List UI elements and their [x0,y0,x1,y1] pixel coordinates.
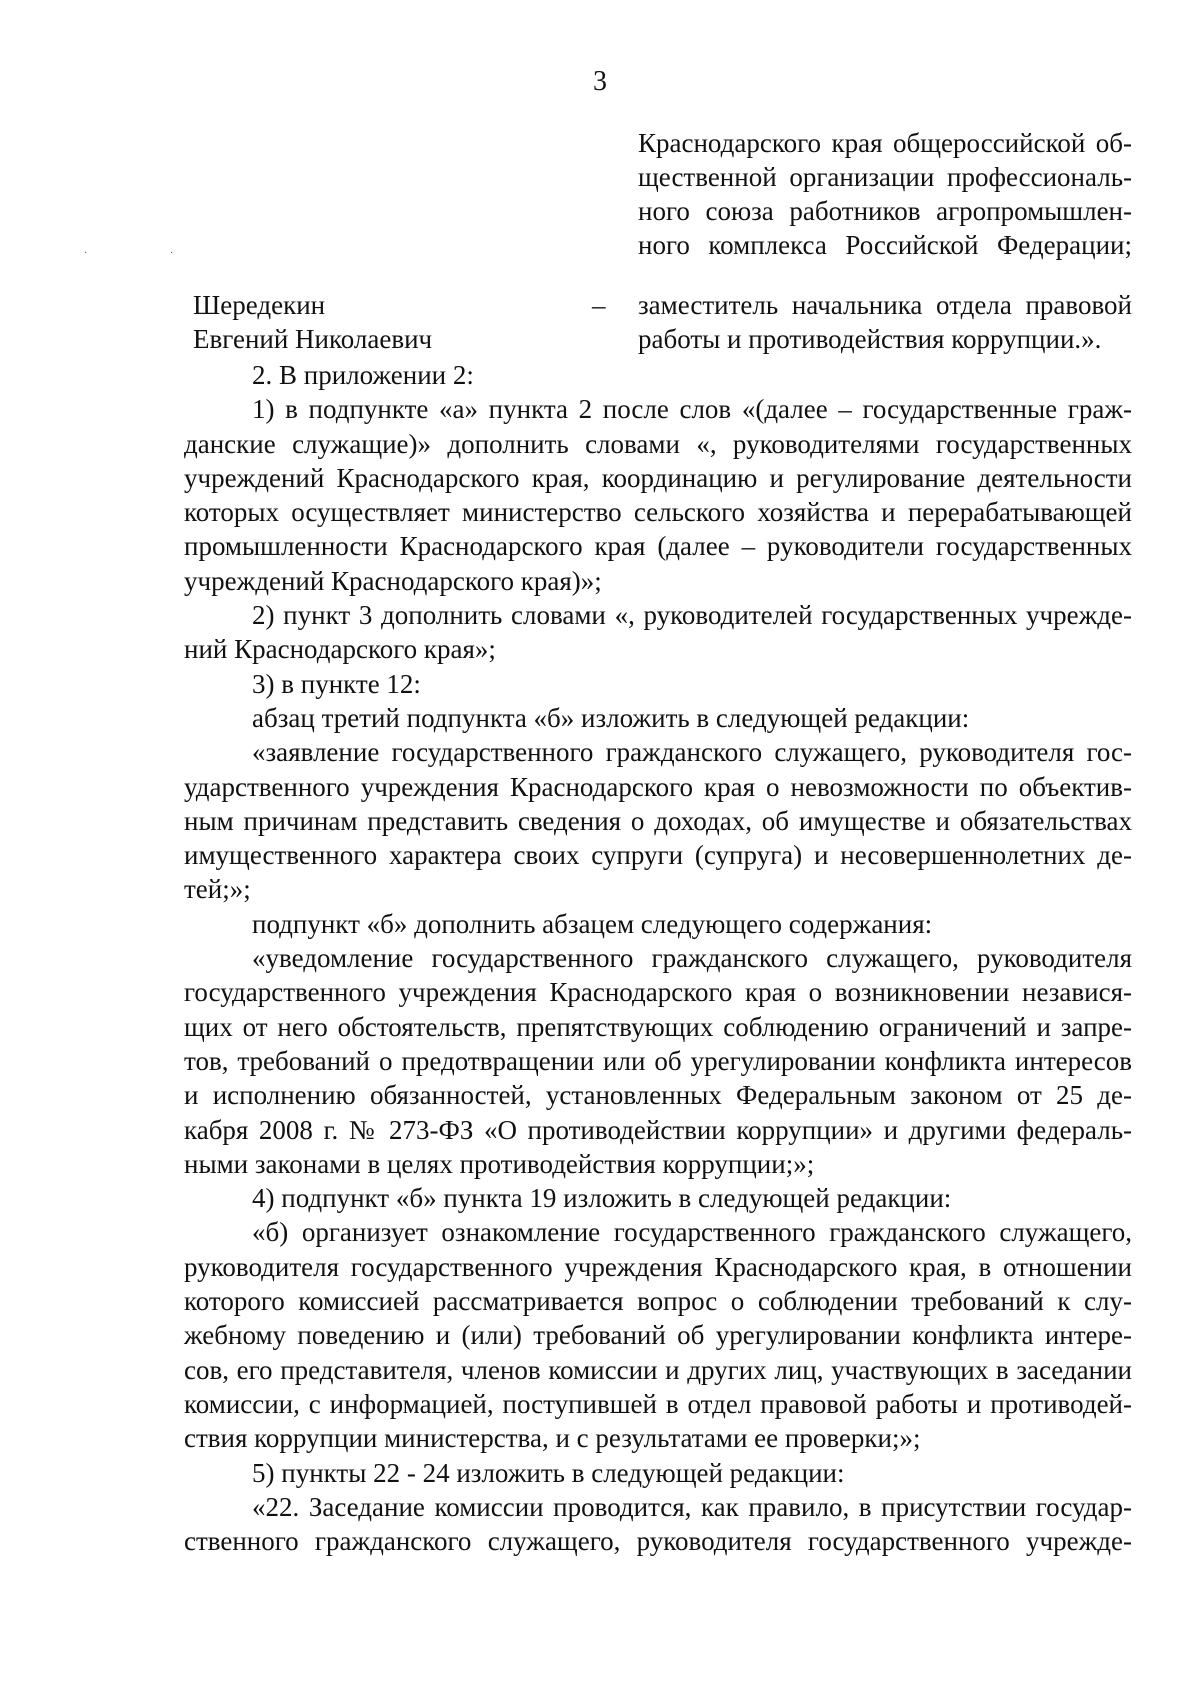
organization-continuation [638,126,1132,262]
body-line: которого комиссией рассматривается вопрос о соблюдении требований к слу- [184,1286,1132,1317]
body-line: «б) организует ознакомление государственного гражданского служащего, [252,1217,1132,1248]
commission-member-entry [0,288,1200,360]
member-role-line: заместитель начальника отдела правовой [638,290,1132,320]
body-line: «уведомление государственного гражданского служащего, руководителя [252,943,1132,974]
scan-speckles: · · [84,248,214,259]
body-line: руководителя государственного учреждения Краснодарского края, в отношении [184,1251,1132,1282]
body-line: сов, его представителя, членов комиссии и других лиц, участвующих в заседании [184,1354,1132,1385]
page-number: 3 [593,66,607,97]
body-line: ний Краснодарского края»; [184,634,496,665]
body-line: тей;»; [184,874,251,905]
org-line: ного союза работников агропромышлен- [638,196,1132,226]
body-line: жебному поведению и (или) требований об урегулировании конфликта интере- [184,1320,1132,1351]
body-line: тов, требований о предотвращении или об урегулировании конфликта интересов [184,1045,1132,1076]
body-line: учреждений Краснодарского края)»; [184,565,602,596]
body-line: подпункт «б» дополнить абзацем следующего содержания: [252,908,933,939]
body-line: 1) в подпункте «а» пункта 2 после слов «(далее – государственные граж- [252,394,1132,425]
body-line: «заявление государственного гражданского служащего, руководителя гос- [252,737,1132,768]
body-line: ствия коррупции министерства, и с результатами ее проверки;»; [184,1423,921,1454]
org-line: Краснодарского края общероссийской об- [638,128,1132,158]
body-line: 3) в пункте 12: [252,668,421,699]
body-line: и исполнению обязанностей, установленных Федеральным законом от 25 де- [184,1080,1132,1111]
body-line: абзац третий подпункта «б» изложить в следующей редакции: [252,702,970,733]
member-dash: – [592,290,606,320]
body-line: 5) пункты 22 - 24 изложить в следующей редакции: [252,1457,845,1488]
body-line: государственного учреждения Краснодарского края о возникновении независя- [184,977,1132,1008]
body-line: ным причинам представить сведения о доходах, об имуществе и обязательствах [184,805,1132,836]
body-line: ственного гражданского служащего, руководителя государственного учрежде- [184,1526,1132,1557]
body-line: 2. В приложении 2: [252,360,474,390]
body-line: ными законами в целях противодействия коррупции;»; [184,1148,815,1179]
member-given-names: Евгений Николаевич [193,324,433,354]
body-line: имущественного характера своих супруги (супруга) и несовершеннолетних де- [184,840,1132,871]
body-line: которых осуществляет министерство сельского хозяйства и перерабатывающей [184,497,1132,528]
body-line: промышленности Краснодарского края (далее – руководители государственных [184,531,1132,562]
body-line: учреждений Краснодарского края, координацию и регулирование деятельности [184,462,1132,493]
org-line: ного комплекса Российской Федерации; [638,230,1132,260]
member-surname: Шередекин [193,290,326,320]
document-body [184,358,1132,1558]
member-role [638,288,1132,356]
org-line: щественной организации профессиональ- [638,162,1132,192]
body-line: щих от него обстоятельств, препятствующих соблюдению ограничений и запре- [184,1011,1132,1042]
body-line: ударственного учреждения Краснодарского края о невозможности по объектив- [184,771,1132,802]
body-line: комиссии, с информацией, поступившей в отдел правовой работы и противодей- [184,1388,1132,1419]
body-line: 4) подпункт «б» пункта 19 изложить в следующей редакции: [252,1183,952,1214]
body-line: данские служащие)» дополнить словами «, руководителями государственных [184,428,1132,459]
body-line: «22. Заседание комиссии проводится, как правило, в присутствии государ- [252,1491,1132,1522]
body-line: кабря 2008 г. № 273-ФЗ «О противодействии коррупции» и другими федераль- [184,1114,1132,1145]
member-name [193,288,432,356]
body-line: 2) пункт 3 дополнить словами «, руководителей государственных учрежде- [252,600,1132,631]
member-role-line: работы и противодействия коррупции.». [638,324,1102,354]
